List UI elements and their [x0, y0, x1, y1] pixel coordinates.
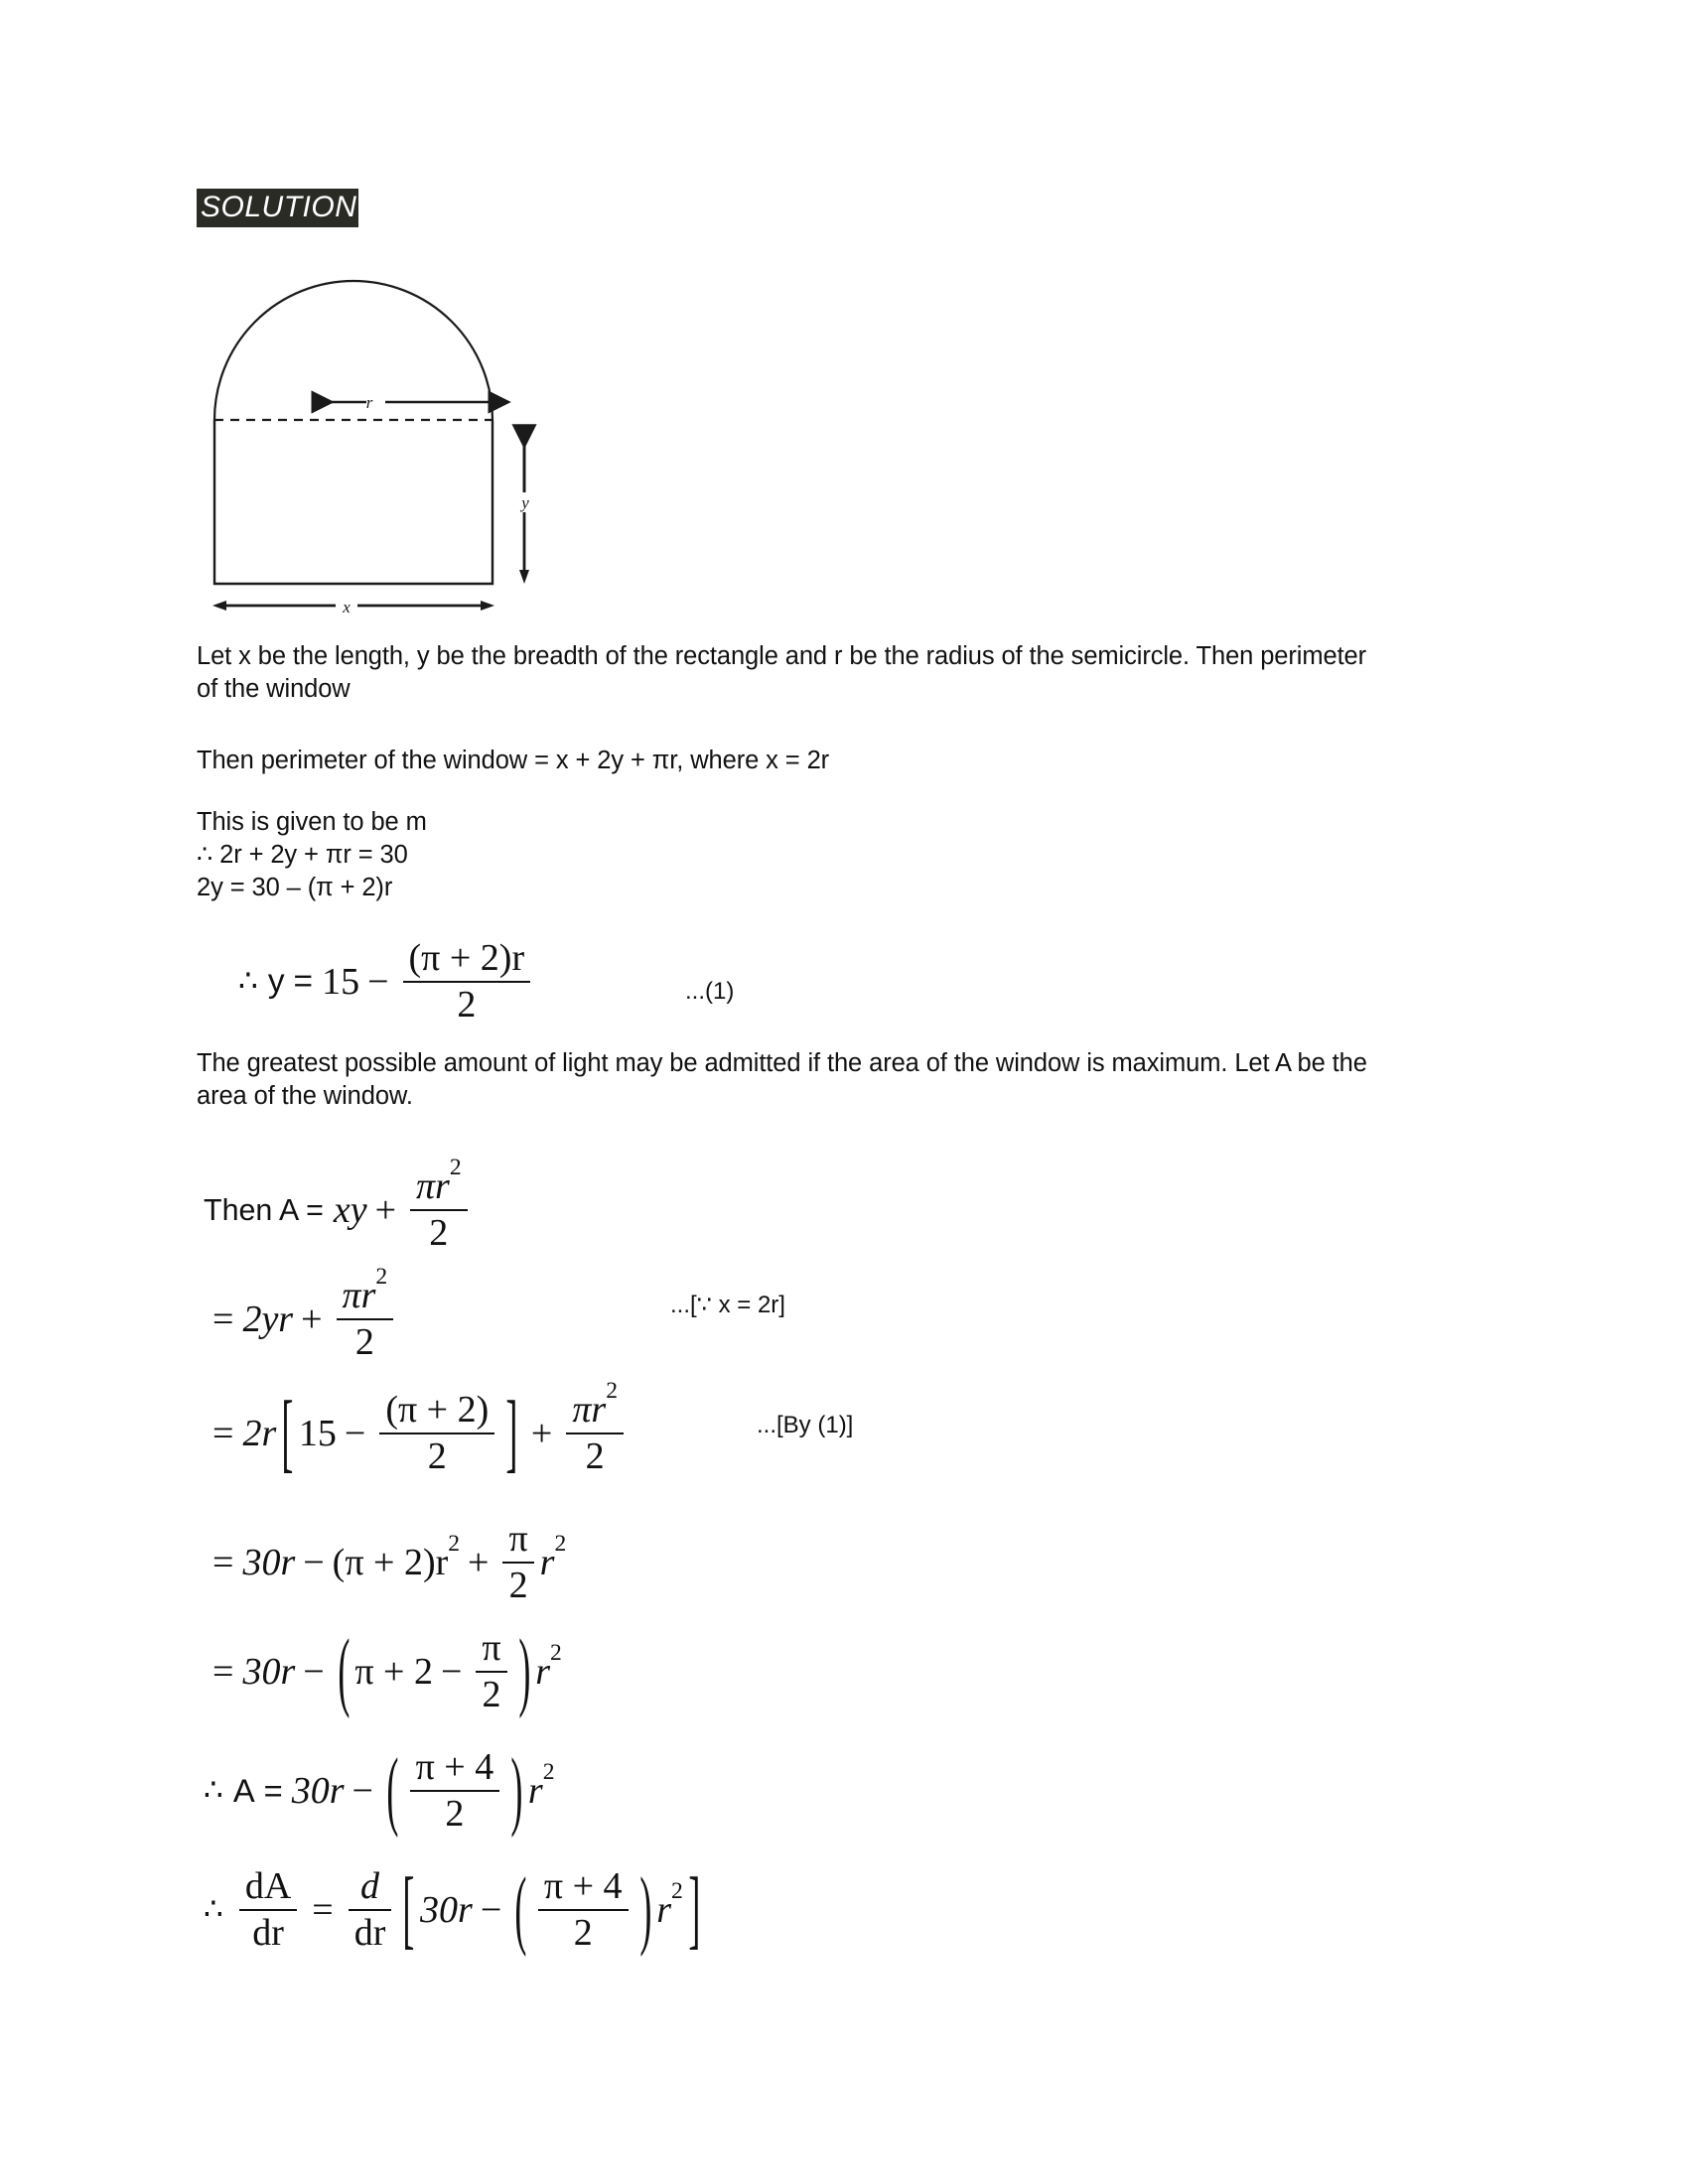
eq5-tail-base: r: [539, 1542, 555, 1584]
eq3-equals: =: [212, 1298, 234, 1341]
eq2-fraction: [410, 1154, 468, 1255]
eq8-operator-numerator: d: [360, 1865, 380, 1907]
eq8-tail-exponent: 2: [671, 1877, 683, 1904]
equation-1-tag: ...(1): [685, 978, 735, 1005]
eq2-numerator-base: πr: [416, 1165, 450, 1207]
eq8-operator-fraction: [349, 1866, 392, 1954]
eq1-lhs: y: [267, 963, 285, 1001]
eq4-outer-denominator: 2: [566, 1433, 624, 1477]
eq7-lhs: A: [232, 1772, 255, 1810]
eq5-fraction-denominator: 2: [502, 1562, 533, 1606]
eq7-tail-base: r: [527, 1770, 543, 1813]
eq6-minus: −: [303, 1651, 325, 1694]
eq5-quadratic-term: [332, 1530, 461, 1584]
eq8-close-bracket-glyph: ]: [688, 1860, 701, 1960]
paragraph-given: [197, 806, 1378, 904]
equation-substitute-y: [204, 1377, 630, 1483]
eq6-fraction-denominator: 2: [476, 1671, 506, 1715]
eq4-open-bracket-glyph: [: [281, 1384, 294, 1483]
eq6-open-paren-glyph: (: [337, 1622, 351, 1721]
eq4-outer-numerator: [566, 1377, 624, 1433]
eq5-quadratic-exponent: 2: [448, 1530, 461, 1557]
eq5-minus: −: [303, 1542, 325, 1584]
eq8-fraction-denominator: 2: [538, 1909, 629, 1954]
eq1-constant: 15: [322, 961, 360, 1004]
solution-heading: SOLUTION: [197, 189, 358, 227]
eq8-fraction: [538, 1866, 629, 1954]
eq2-numerator-exponent: 2: [449, 1154, 462, 1180]
length-arrowhead-left: [212, 601, 226, 611]
eq8-therefore-symbol: ∴: [204, 1891, 223, 1927]
window-figure: [197, 258, 594, 625]
eq8-linear-term: 30r: [420, 1889, 473, 1932]
eq4-close-bracket-glyph: ]: [505, 1384, 518, 1483]
eq4-plus: +: [530, 1413, 553, 1455]
paragraph-perimeter: Then perimeter of the window = x + 2y + πr, where x = 2r: [197, 747, 830, 774]
equation-substitute-y-note: ...[By (1)]: [757, 1412, 854, 1438]
eq5-plus: +: [468, 1542, 490, 1584]
eq6-inner-minus: −: [440, 1651, 463, 1694]
eq2-lead: Then A =: [204, 1192, 324, 1227]
eq5-fraction: [502, 1519, 533, 1606]
eq8-equals: =: [312, 1889, 334, 1932]
length-label: x: [343, 598, 351, 616]
eq5-tail-exponent: 2: [554, 1530, 567, 1557]
eq6-fraction-numerator: π: [482, 1627, 501, 1669]
eq3-fraction-numerator: [337, 1263, 394, 1318]
eq3-fraction-denominator: 2: [337, 1318, 394, 1363]
eq1-fraction-denominator: 2: [403, 981, 531, 1025]
window-figure-svg: [197, 258, 594, 625]
eq2-plus: +: [374, 1189, 396, 1232]
eq7-fraction: [410, 1747, 500, 1835]
eq8-derivative-fraction: [239, 1866, 297, 1954]
eq8-derivative-denominator: dr: [239, 1909, 297, 1954]
equation-area-substituted-note: ...[∵ x = 2r]: [670, 1292, 785, 1318]
eq6-close-paren: [513, 1622, 536, 1721]
equation-collected: [204, 1622, 562, 1721]
equation-area-final: [204, 1741, 555, 1841]
eq4-open-bracket: [276, 1384, 299, 1483]
eq4-constant: 15: [298, 1413, 337, 1455]
rectangle-outline: [214, 420, 492, 584]
eq7-therefore-symbol: ∴: [204, 1772, 223, 1808]
radius-label: r: [365, 393, 373, 412]
therefore-symbol: ∴: [238, 963, 258, 999]
eq1-fraction: [403, 938, 531, 1025]
paragraph-definitions: Let x be the length, y be the breadth of the rectangle and r be the radius of the semicircle. Then perimeter of the window: [197, 642, 1367, 704]
eq8-tail-base: r: [656, 1889, 671, 1932]
eq4-inner-fraction: [379, 1390, 494, 1477]
eq6-tail-base: r: [535, 1651, 551, 1694]
eq8-close-paren: [634, 1860, 657, 1960]
eq5-tail: [539, 1530, 567, 1584]
eq7-equals: =: [263, 1772, 283, 1810]
eq7-fraction-numerator: π + 4: [415, 1746, 494, 1788]
breadth-arrowhead-top: [519, 425, 529, 437]
eq3-term: 2yr: [242, 1298, 294, 1341]
eq5-equals: =: [212, 1542, 234, 1584]
eq3-fraction: [337, 1263, 394, 1364]
given-line-1: This is given to be m: [197, 808, 427, 836]
eq1-equals: =: [293, 963, 314, 1001]
eq8-minus: −: [480, 1889, 502, 1932]
eq6-fraction: [476, 1628, 506, 1715]
eq8-close-paren-glyph: ): [638, 1860, 651, 1960]
eq4-outer-numerator-exponent: 2: [606, 1377, 618, 1404]
breadth-arrowhead-bottom: [519, 570, 529, 584]
eq6-tail: [535, 1639, 562, 1694]
eq6-tail-exponent: 2: [550, 1639, 562, 1666]
eq3-numerator-exponent: 2: [375, 1263, 388, 1290]
eq7-fraction-denominator: 2: [410, 1790, 500, 1835]
equation-1: [238, 938, 536, 1025]
eq8-derivative-numerator: dA: [244, 1865, 292, 1907]
eq4-outer-fraction: [566, 1377, 624, 1478]
eq7-close-paren: [505, 1741, 528, 1841]
equation-area-substituted: [204, 1263, 399, 1364]
eq1-fraction-numerator: (π + 2)r: [408, 937, 525, 979]
eq3-numerator-base: πr: [342, 1275, 376, 1316]
eq5-linear-term: 30r: [242, 1542, 296, 1584]
equation-area: [204, 1154, 474, 1255]
eq8-close-bracket: [683, 1860, 706, 1960]
eq8-tail: [656, 1877, 683, 1932]
semicircle-arc: [214, 281, 492, 420]
eq4-coefficient: 2r: [242, 1413, 277, 1455]
eq4-outer-numerator-base: πr: [572, 1389, 607, 1431]
given-line-3: 2y = 30 – (π + 2)r: [197, 874, 393, 902]
paragraph-maximum: The greatest possible amount of light may be admitted if the area of the window is maximum. Let A be the area of the window.: [197, 1049, 1367, 1111]
eq4-inner-numerator: (π + 2): [385, 1389, 490, 1431]
length-arrowhead-right: [481, 601, 494, 611]
eq6-close-paren-glyph: ): [517, 1622, 530, 1721]
eq8-operator-denominator: dr: [349, 1909, 392, 1954]
eq7-open-paren: [381, 1741, 404, 1841]
eq4-minus: −: [344, 1413, 366, 1455]
eq6-linear-term: 30r: [242, 1651, 296, 1694]
eq4-inner-denominator: 2: [379, 1433, 494, 1477]
eq7-tail: [527, 1758, 555, 1813]
eq7-tail-exponent: 2: [542, 1758, 555, 1785]
eq7-open-paren-glyph: (: [386, 1741, 399, 1841]
eq8-open-paren: [509, 1860, 532, 1960]
eq8-open-bracket-glyph: [: [402, 1860, 415, 1960]
eq6-open-paren: [333, 1622, 355, 1721]
eq7-minus: −: [352, 1770, 373, 1813]
equation-expanded: [204, 1519, 566, 1606]
eq5-quadratic-base: (π + 2)r: [332, 1542, 449, 1584]
eq7-linear-term: 30r: [291, 1770, 345, 1813]
eq1-minus: −: [367, 961, 389, 1004]
given-line-2: ∴ 2r + 2y + πr = 30: [197, 841, 408, 870]
eq8-open-bracket: [397, 1860, 420, 1960]
eq2-fraction-denominator: 2: [410, 1209, 468, 1254]
eq8-open-paren-glyph: (: [514, 1860, 527, 1960]
equation-derivative: [204, 1860, 705, 1960]
eq6-equals: =: [212, 1651, 234, 1694]
eq4-close-bracket: [500, 1384, 523, 1483]
eq8-fraction-numerator: π + 4: [543, 1865, 623, 1907]
eq2-fraction-numerator: [410, 1154, 468, 1209]
eq2-term-xy: xy: [333, 1189, 367, 1232]
eq7-close-paren-glyph: ): [510, 1741, 523, 1841]
eq3-plus: +: [301, 1298, 323, 1341]
eq4-equals: =: [212, 1413, 234, 1455]
eq6-inner-terms: π + 2: [354, 1651, 433, 1694]
eq5-fraction-numerator: π: [508, 1518, 528, 1560]
breadth-label: y: [521, 493, 529, 512]
